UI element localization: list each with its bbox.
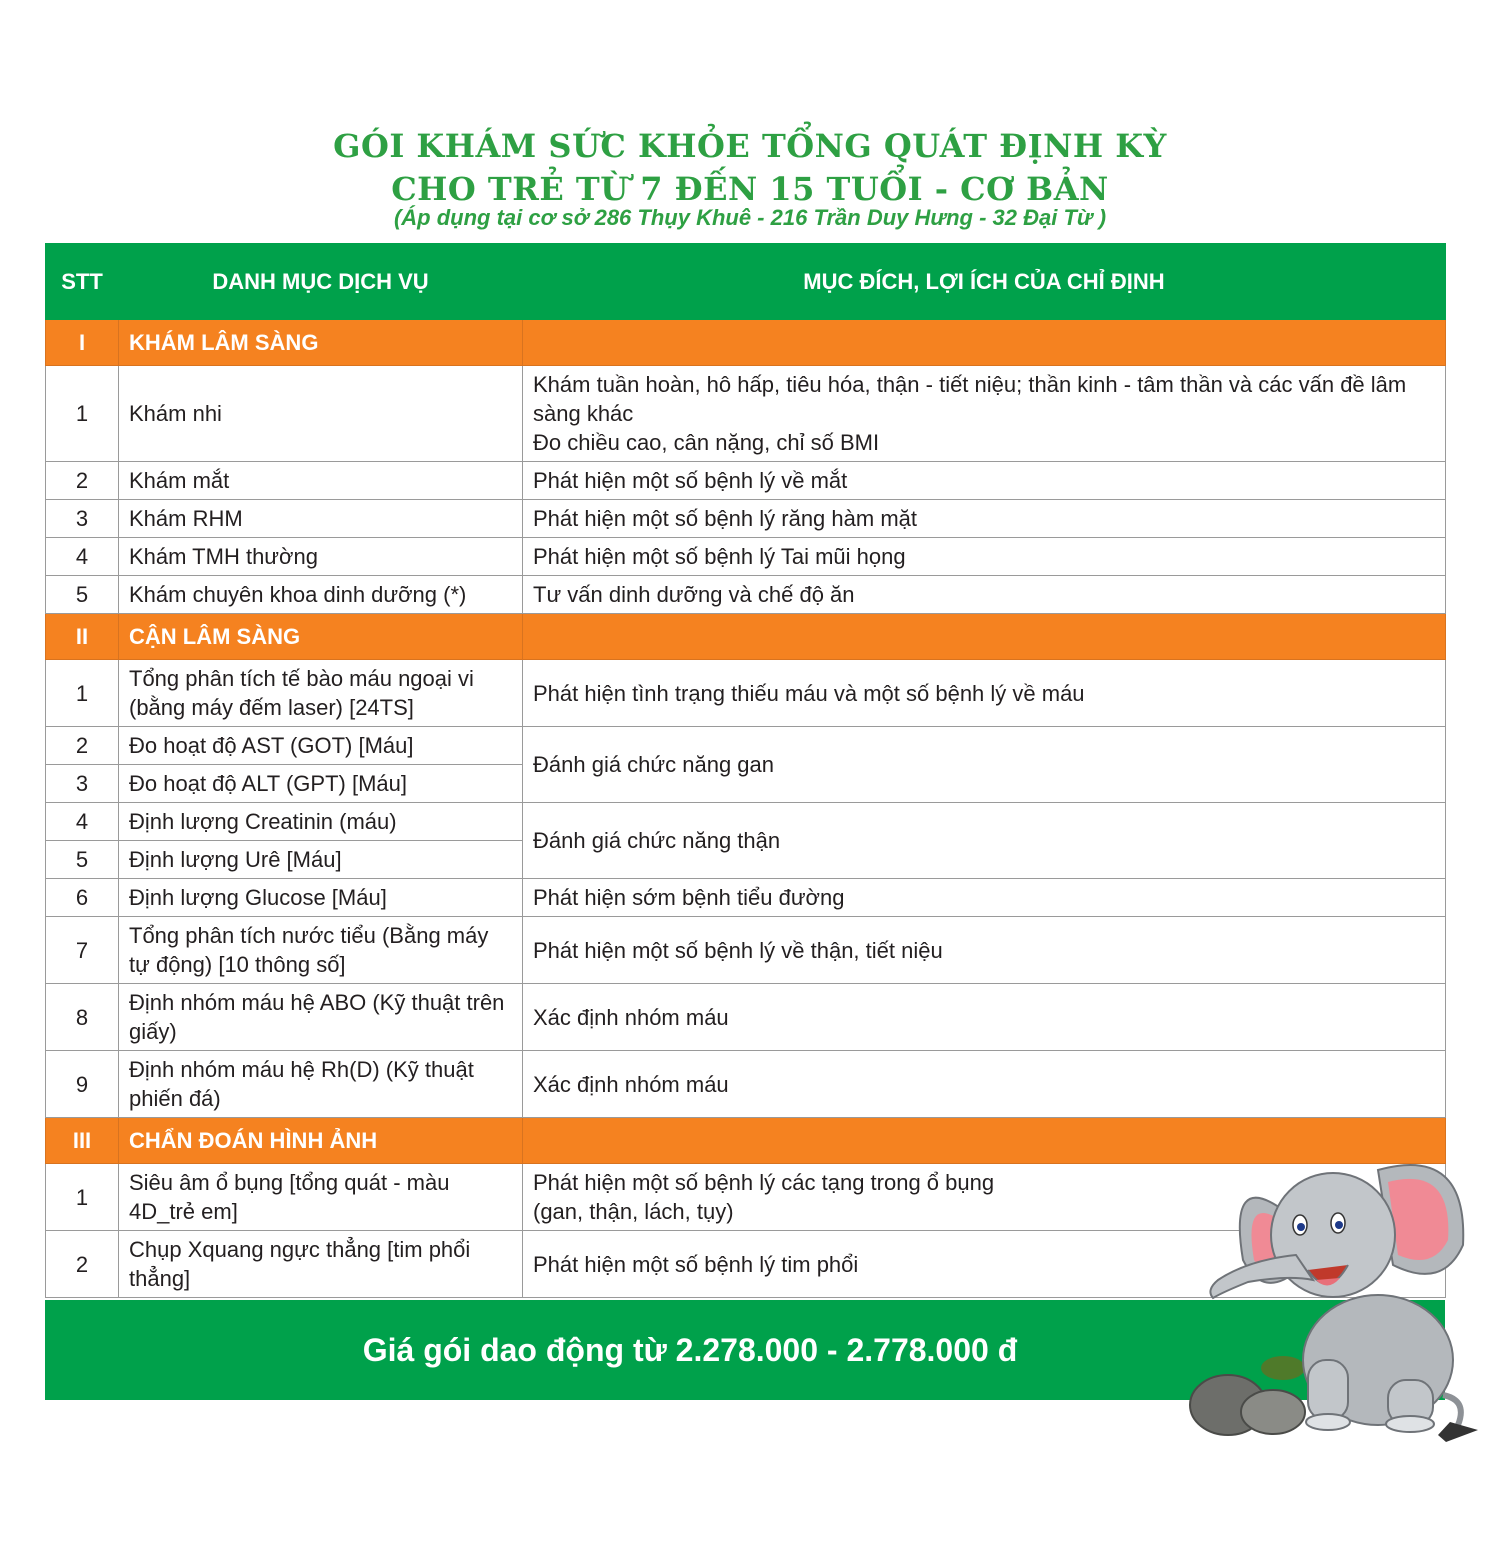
page-title-line-1: GÓI KHÁM SỨC KHỎE TỔNG QUÁT ĐỊNH KỲ — [333, 127, 1167, 165]
row-purpose: Tư vấn dinh dưỡng và chế độ ăn — [523, 576, 1446, 614]
row-purpose: Đánh giá chức năng gan — [523, 727, 1446, 803]
row-no: 9 — [46, 1051, 119, 1118]
page-title-line-2: CHO TRẺ TỪ 7 ĐẾN 15 TUỔI - CƠ BẢN — [391, 170, 1109, 208]
table-row — [46, 1051, 1446, 1118]
row-no: 2 — [46, 462, 119, 500]
section-row-clinical — [46, 320, 1446, 366]
row-service: Khám RHM — [119, 500, 523, 538]
header-service: DANH MỤC DỊCH VỤ — [119, 244, 523, 320]
row-service: Khám chuyên khoa dinh dưỡng (*) — [119, 576, 523, 614]
row-no: 1 — [46, 660, 119, 727]
section-empty — [523, 320, 1446, 366]
table-row — [46, 917, 1446, 984]
section-no: II — [46, 614, 119, 660]
row-purpose: Phát hiện một số bệnh lý về thận, tiết niệu — [523, 917, 1446, 984]
section-no: III — [46, 1118, 119, 1164]
elephant-icon — [1188, 1150, 1478, 1450]
purpose-line: (gan, thận, lách, tụy) — [533, 1199, 734, 1224]
table-row — [46, 500, 1446, 538]
row-no: 8 — [46, 984, 119, 1051]
table-row — [46, 576, 1446, 614]
row-purpose: Xác định nhóm máu — [523, 984, 1446, 1051]
table-row — [46, 984, 1446, 1051]
row-purpose: Phát hiện tình trạng thiếu máu và một số bệnh lý về máu — [523, 660, 1446, 727]
table-row — [46, 366, 1446, 462]
row-service: Khám TMH thường — [119, 538, 523, 576]
row-service: Tổng phân tích nước tiểu (Bằng máy tự động) [10 thông số] — [119, 917, 523, 984]
row-service: Đo hoạt độ ALT (GPT) [Máu] — [119, 765, 523, 803]
row-service: Đo hoạt độ AST (GOT) [Máu] — [119, 727, 523, 765]
row-purpose: Phát hiện một số bệnh lý răng hàm mặt — [523, 500, 1446, 538]
table-row — [46, 803, 1446, 841]
row-purpose: Xác định nhóm máu — [523, 1051, 1446, 1118]
service-table — [45, 243, 1446, 1298]
table-header — [46, 244, 1446, 320]
row-no: 2 — [46, 1231, 119, 1298]
row-purpose: Phát hiện một số bệnh lý Tai mũi họng — [523, 538, 1446, 576]
row-service: Định nhóm máu hệ Rh(D) (Kỹ thuật phiến đá) — [119, 1051, 523, 1118]
row-service: Tổng phân tích tế bào máu ngoại vi (bằng máy đếm laser) [24TS] — [119, 660, 523, 727]
row-no: 3 — [46, 765, 119, 803]
section-empty — [523, 614, 1446, 660]
row-service: Khám mắt — [119, 462, 523, 500]
purpose-line: Khám tuần hoàn, hô hấp, tiêu hóa, thận - tiết niệu; thần kinh - tâm thần và các vấn đề lâm sàng khác — [533, 372, 1407, 426]
table-row — [46, 462, 1446, 500]
row-service: Định lượng Creatinin (máu) — [119, 803, 523, 841]
section-row-paraclinical — [46, 614, 1446, 660]
header-stt: STT — [46, 244, 119, 320]
row-purpose — [523, 366, 1446, 462]
table-row — [46, 660, 1446, 727]
row-no: 5 — [46, 841, 119, 879]
row-no: 1 — [46, 1164, 119, 1231]
row-service: Khám nhi — [119, 366, 523, 462]
section-title: CẬN LÂM SÀNG — [119, 614, 523, 660]
row-no: 4 — [46, 803, 119, 841]
table-row — [46, 538, 1446, 576]
section-title: CHẨN ĐOÁN HÌNH ẢNH — [119, 1118, 523, 1164]
row-no: 3 — [46, 500, 119, 538]
row-purpose: Phát hiện một số bệnh lý tim phổi — [523, 1231, 1446, 1298]
row-no: 2 — [46, 727, 119, 765]
row-no: 5 — [46, 576, 119, 614]
row-no: 1 — [46, 366, 119, 462]
table-row — [46, 879, 1446, 917]
purpose-line: Phát hiện một số bệnh lý các tạng trong ổ bụng — [533, 1170, 995, 1195]
row-no: 6 — [46, 879, 119, 917]
table-row — [46, 727, 1446, 765]
row-purpose: Đánh giá chức năng thận — [523, 803, 1446, 879]
purpose-line: Đo chiều cao, cân nặng, chỉ số BMI — [533, 430, 880, 455]
row-service: Định lượng Glucose [Máu] — [119, 879, 523, 917]
row-service: Siêu âm ổ bụng [tổng quát - màu 4D_trẻ em] — [119, 1164, 523, 1231]
row-no: 7 — [46, 917, 119, 984]
header-purpose: MỤC ĐÍCH, LỢI ÍCH CỦA CHỈ ĐỊNH — [523, 244, 1446, 320]
section-title: KHÁM LÂM SÀNG — [119, 320, 523, 366]
row-service: Định lượng Urê [Máu] — [119, 841, 523, 879]
row-service: Định nhóm máu hệ ABO (Kỹ thuật trên giấy) — [119, 984, 523, 1051]
row-service: Chụp Xquang ngực thẳng [tim phổi thẳng] — [119, 1231, 523, 1298]
section-no: I — [46, 320, 119, 366]
price-banner: Giá gói dao động từ 2.278.000 - 2.778.000 đ — [45, 1300, 1445, 1400]
row-purpose: Phát hiện một số bệnh lý về mắt — [523, 462, 1446, 500]
page-subtitle: (Áp dụng tại cơ sở 286 Thụy Khuê - 216 Trần Duy Hưng - 32 Đại Từ ) — [393, 205, 1107, 230]
row-no: 4 — [46, 538, 119, 576]
row-purpose: Phát hiện sớm bệnh tiểu đường — [523, 879, 1446, 917]
